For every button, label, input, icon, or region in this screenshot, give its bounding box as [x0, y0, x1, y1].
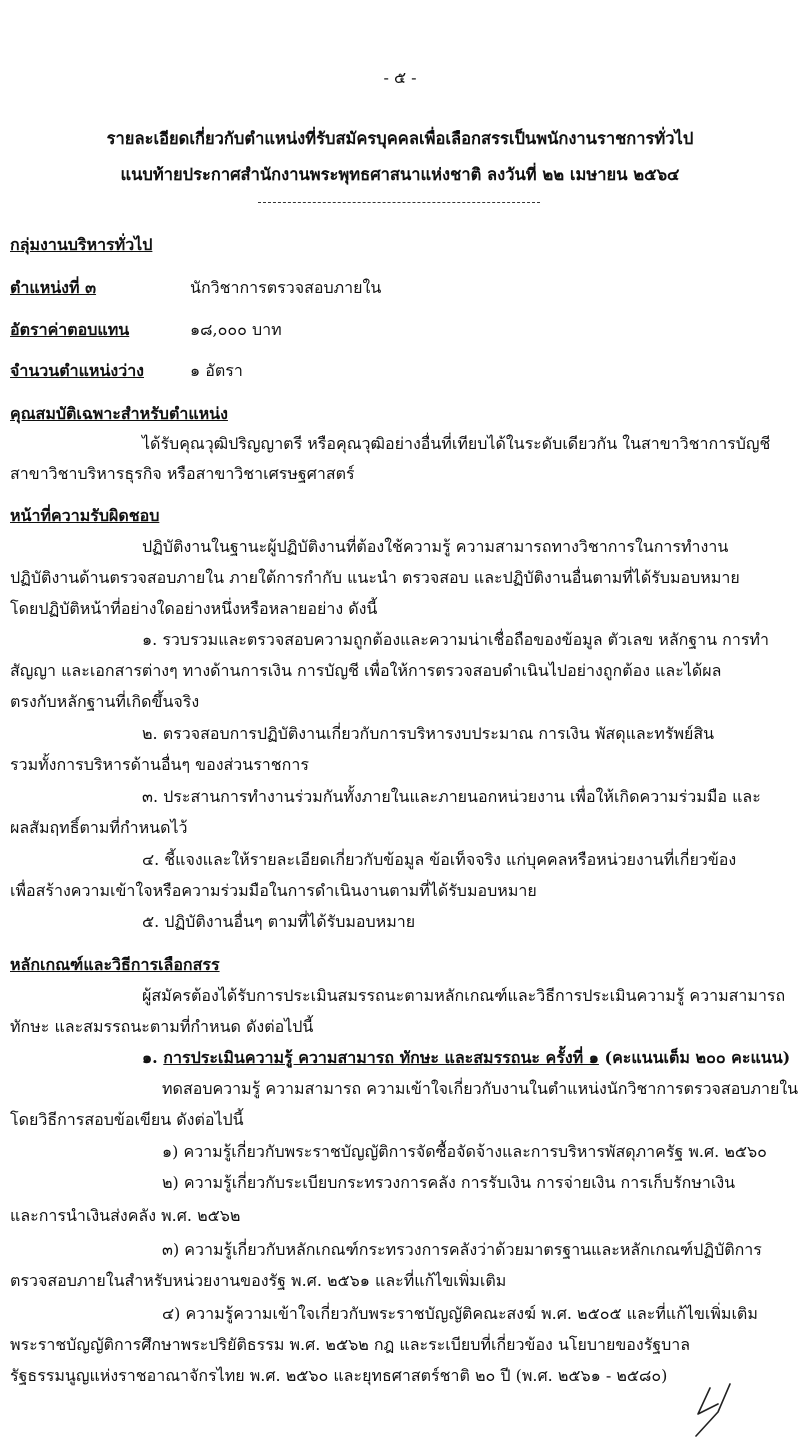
- salary-label: อัตราค่าตอบแทน: [10, 320, 130, 339]
- knowledge-item-4: ๔) ความรู้ความเข้าใจเกี่ยวกับพระราชบัญญัติคณะสงฆ์ พ.ศ. ๒๕๐๕ และที่แก้ไขเพิ่มเติม: [162, 1304, 758, 1323]
- selection-intro-line: ทักษะ และสมรรถนะตามที่กำหนด ดังต่อไปนี้: [10, 1017, 314, 1036]
- qualifications-line: ได้รับคุณวุฒิปริญญาตรี หรือคุณวุฒิอย่างอื่นที่เทียบได้ในระดับเดียวกัน ในสาขาวิชาการบัญชี: [142, 434, 771, 453]
- knowledge-item-2: ๒) ความรู้เกี่ยวกับระเบียบกระทรวงการคลัง การรับเงิน การจ่ายเงิน การเก็บรักษาเงิน: [162, 1173, 736, 1192]
- salary-row: [10, 318, 790, 343]
- selection-heading: หลักเกณฑ์และวิธีการเลือกสรร: [10, 955, 220, 974]
- document-title-line-2: แนบท้ายประกาศสำนักงานพระพุทธศาสนาแห่งชาติ ลงวันที่ ๒๒ เมษายน ๒๕๖๔: [120, 165, 680, 184]
- salary-value: ๑๘,๐๐๐ บาท: [190, 320, 282, 339]
- assessment-1-score: (คะแนนเต็ม ๒๐๐ คะแนน): [598, 1048, 791, 1067]
- position-value: นักวิชาการตรวจสอบภายใน: [190, 278, 382, 297]
- knowledge-item-3-cont: ตรวจสอบภายในสำหรับหน่วยงานของรัฐ พ.ศ. ๒๕๖๑ และที่แก้ไขเพิ่มเติม: [10, 1271, 507, 1290]
- duty-item-5: ๕. ปฏิบัติงานอื่นๆ ตามที่ได้รับมอบหมาย: [142, 912, 416, 931]
- duties-intro-line: โดยปฏิบัติหน้าที่อย่างใดอย่างหนึ่งหรือหลายอย่าง ดังนี้: [10, 599, 378, 618]
- group-heading: กลุ่มงานบริหารทั่วไป: [10, 235, 153, 254]
- assessment-1-desc-cont: โดยวิธีการสอบข้อเขียน ดังต่อไปนี้: [10, 1110, 244, 1129]
- qualifications-heading: คุณสมบัติเฉพาะสำหรับตำแหน่ง: [10, 404, 228, 423]
- vacancies-value: ๑ อัตรา: [190, 361, 243, 380]
- assessment-1-desc: ทดสอบความรู้ ความสามารถ ความเข้าใจเกี่ยวกับงานในตำแหน่งนักวิชาการตรวจสอบภายใน: [162, 1079, 799, 1098]
- selection-intro-line: ผู้สมัครต้องได้รับการประเมินสมรรถนะตามหลักเกณฑ์และวิธีการประเมินความรู้ ความสามารถ: [142, 986, 786, 1005]
- signature-mark: [688, 1382, 748, 1437]
- duties-heading: หน้าที่ความรับผิดชอบ: [10, 506, 160, 525]
- assessment-1-number: ๑.: [142, 1048, 164, 1067]
- title-divider: [258, 202, 540, 203]
- position-row: [10, 276, 790, 301]
- duty-item-4-cont: เพื่อสร้างความเข้าใจหรือความร่วมมือในการดำเนินงานตามที่ได้รับมอบหมาย: [10, 881, 537, 900]
- knowledge-item-2-cont: และการนำเงินส่งคลัง พ.ศ. ๒๕๖๒: [10, 1206, 241, 1225]
- knowledge-item-3: ๓) ความรู้เกี่ยวกับหลักเกณฑ์กระทรวงการคลังว่าด้วยมาตรฐานและหลักเกณฑ์ปฏิบัติการ: [162, 1240, 762, 1259]
- duty-item-4: ๔. ชี้แจงและให้รายละเอียดเกี่ยวกับข้อมูล ข้อเท็จจริง แก่บุคคลหรือหน่วยงานที่เกี่ยวข้อง: [142, 850, 737, 869]
- duty-item-1-cont: สัญญา และเอกสารต่างๆ ทางด้านการเงิน การบัญชี เพื่อให้การตรวจสอบดำเนินไปอย่างถูกต้อง และได้ผล: [10, 661, 722, 680]
- qualifications-line: สาขาวิชาบริหารธุรกิจ หรือสาขาวิชาเศรษฐศาสตร์: [10, 464, 355, 483]
- duty-item-3-cont: ผลสัมฤทธิ์ตามที่กำหนดไว้: [10, 818, 188, 837]
- knowledge-item-4-cont: พระราชบัญญัติการศึกษาพระปริยัติธรรม พ.ศ. ๒๕๖๒ กฎ และระเบียบที่เกี่ยวข้อง นโยบายของรัฐบาล: [10, 1335, 691, 1354]
- vacancies-row: [10, 359, 790, 384]
- page-number: - ๕ -: [383, 68, 417, 87]
- assessment-1-heading: [142, 1046, 790, 1071]
- duty-item-2-cont: รวมทั้งการบริหารด้านอื่นๆ ของส่วนราชการ: [10, 755, 309, 774]
- knowledge-item-1: ๑) ความรู้เกี่ยวกับพระราชบัญญัติการจัดซื้อจัดจ้างและการบริหารพัสดุภาครัฐ พ.ศ. ๒๕๖๐: [162, 1142, 767, 1161]
- duty-item-1: ๑. รวบรวมและตรวจสอบความถูกต้องและความน่าเชื่อถือของข้อมูล ตัวเลข หลักฐาน การทำ: [142, 630, 769, 649]
- knowledge-item-4-cont: รัฐธรรมนูญแห่งราชอาณาจักรไทย พ.ศ. ๒๕๖๐ และยุทธศาสตร์ชาติ ๒๐ ปี (พ.ศ. ๒๕๖๑ - ๒๕๘๐): [10, 1366, 668, 1385]
- duty-item-1-cont: ตรงกับหลักฐานที่เกิดขึ้นจริง: [10, 692, 200, 711]
- duty-item-3: ๓. ประสานการทำงานร่วมกันทั้งภายในและภายนอกหน่วยงาน เพื่อให้เกิดความร่วมมือ และ: [142, 787, 761, 806]
- position-label: ตำแหน่งที่ ๓: [10, 278, 97, 297]
- document-title-line-1: รายละเอียดเกี่ยวกับตำแหน่งที่รับสมัครบุคคลเพื่อเลือกสรรเป็นพนักงานราชการทั่วไป: [106, 129, 694, 148]
- assessment-1-title: การประเมินความรู้ ความสามารถ ทักษะ และสมรรถนะ ครั้งที่ ๑: [163, 1048, 599, 1067]
- duties-intro-line: ปฏิบัติงานด้านตรวจสอบภายใน ภายใต้การกำกับ แนะนำ ตรวจสอบ และปฏิบัติงานอื่นตามที่ได้รับมอบหมาย: [10, 568, 740, 587]
- duties-intro-line: ปฏิบัติงานในฐานะผู้ปฏิบัติงานที่ต้องใช้ความรู้ ความสามารถทางวิชาการในการทำงาน: [142, 537, 729, 556]
- duty-item-2: ๒. ตรวจสอบการปฏิบัติงานเกี่ยวกับการบริหารงบประมาณ การเงิน พัสดุและทรัพย์สิน: [142, 724, 715, 743]
- vacancies-label: จำนวนตำแหน่งว่าง: [10, 361, 144, 380]
